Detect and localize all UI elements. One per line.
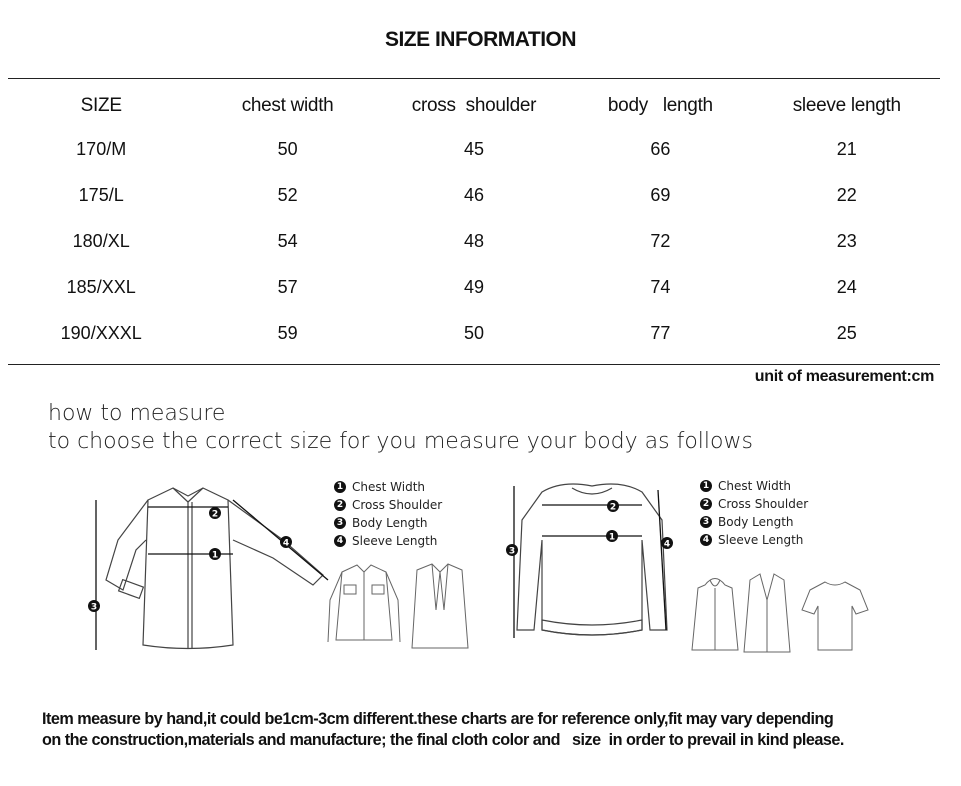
cell-shoulder: 50 bbox=[463, 322, 484, 343]
table-row bbox=[8, 310, 940, 356]
number-2-icon: 2 bbox=[700, 498, 712, 510]
cell-shoulder: 45 bbox=[463, 138, 484, 159]
cell-size: 190/XXXL bbox=[60, 322, 142, 343]
cell-body: 74 bbox=[650, 276, 671, 297]
page-title: SIZE INFORMATION bbox=[384, 28, 577, 51]
legend-item bbox=[700, 495, 808, 513]
table-bottom-divider bbox=[8, 364, 940, 365]
cell-body: 77 bbox=[650, 322, 671, 343]
svg-text:3: 3 bbox=[508, 546, 516, 557]
header-chest-width: chest width bbox=[241, 95, 334, 116]
legend-label: Cross Shoulder bbox=[352, 498, 443, 512]
legend-label: Sleeve Length bbox=[352, 534, 438, 548]
cell-body: 66 bbox=[650, 138, 671, 159]
garment-sketches-right bbox=[690, 570, 875, 660]
cell-chest: 54 bbox=[277, 230, 298, 251]
number-3-icon: 3 bbox=[700, 516, 712, 528]
legend-right bbox=[700, 477, 808, 549]
cell-sleeve: 21 bbox=[836, 138, 857, 159]
number-1-icon: 1 bbox=[334, 481, 346, 493]
cell-size: 175/L bbox=[78, 184, 124, 205]
legend-item bbox=[334, 514, 442, 532]
cell-size: 170/M bbox=[76, 138, 127, 159]
cell-size: 180/XL bbox=[72, 230, 130, 251]
table-row bbox=[8, 218, 940, 264]
svg-text:1: 1 bbox=[608, 532, 616, 543]
cell-sleeve: 25 bbox=[836, 322, 857, 343]
cell-shoulder: 48 bbox=[463, 230, 484, 251]
disclaimer bbox=[42, 709, 942, 751]
disclaimer-line-2: on the construction,materials and manufacture; the final cloth color and size in order to prevail in kind please. bbox=[42, 731, 844, 749]
cell-size: 185/XXL bbox=[66, 276, 136, 297]
legend-label: Body Length bbox=[352, 516, 428, 530]
cell-sleeve: 24 bbox=[836, 276, 857, 297]
legend-item bbox=[700, 513, 808, 531]
header-sleeve-length: sleeve length bbox=[792, 95, 901, 116]
svg-text:4: 4 bbox=[663, 539, 671, 550]
cell-body: 72 bbox=[650, 230, 671, 251]
number-2-icon: 2 bbox=[334, 499, 346, 511]
number-4-icon: 4 bbox=[700, 534, 712, 546]
table-header-row bbox=[8, 86, 940, 126]
jacket-sketches-left bbox=[322, 560, 472, 655]
cell-chest: 52 bbox=[277, 184, 298, 205]
legend-left bbox=[334, 478, 442, 550]
legend-label: Sleeve Length bbox=[718, 533, 804, 547]
disclaimer-line-1: Item measure by hand,it could be1cm-3cm different.these charts are for reference only,fit may vary depending bbox=[42, 710, 834, 728]
cell-sleeve: 22 bbox=[836, 184, 857, 205]
legend-item bbox=[700, 531, 808, 549]
svg-text:4: 4 bbox=[282, 538, 290, 549]
legend-item bbox=[700, 477, 808, 495]
legend-item bbox=[334, 496, 442, 514]
shirt-measure-illustration bbox=[78, 480, 333, 660]
unit-note: unit of measurement:cm bbox=[754, 368, 934, 385]
number-1-icon: 1 bbox=[700, 480, 712, 492]
header-body-length: body length bbox=[607, 95, 713, 116]
sweater-markers bbox=[506, 500, 673, 557]
how-to-measure bbox=[48, 400, 753, 456]
cell-chest: 59 bbox=[277, 322, 298, 343]
table-row bbox=[8, 264, 940, 310]
cell-sleeve: 23 bbox=[836, 230, 857, 251]
cell-shoulder: 49 bbox=[463, 276, 484, 297]
legend-label: Cross Shoulder bbox=[718, 497, 809, 511]
cell-chest: 50 bbox=[277, 138, 298, 159]
svg-text:3: 3 bbox=[90, 602, 98, 613]
header-size: SIZE bbox=[80, 95, 122, 116]
table-top-divider bbox=[8, 78, 940, 79]
cell-shoulder: 46 bbox=[463, 184, 484, 205]
legend-item bbox=[334, 478, 442, 496]
legend-label: Chest Width bbox=[718, 479, 792, 493]
shirt-markers bbox=[88, 507, 292, 613]
cell-chest: 57 bbox=[277, 276, 298, 297]
svg-text:2: 2 bbox=[609, 502, 617, 513]
table-row bbox=[8, 126, 940, 172]
sweater-measure-illustration bbox=[502, 480, 682, 650]
number-4-icon: 4 bbox=[334, 535, 346, 547]
table-row bbox=[8, 172, 940, 218]
number-3-icon: 3 bbox=[334, 517, 346, 529]
svg-text:2: 2 bbox=[211, 509, 219, 520]
svg-text:1: 1 bbox=[211, 550, 219, 561]
cell-body: 69 bbox=[650, 184, 671, 205]
size-table bbox=[8, 86, 940, 356]
legend-item bbox=[334, 532, 442, 550]
header-cross-shoulder: cross shoulder bbox=[411, 95, 537, 116]
legend-label: Chest Width bbox=[352, 480, 426, 494]
legend-label: Body Length bbox=[718, 515, 794, 529]
how-to-instruction: to choose the correct size for you measure your body as follows bbox=[48, 429, 753, 454]
how-to-heading: how to measure bbox=[48, 401, 226, 426]
